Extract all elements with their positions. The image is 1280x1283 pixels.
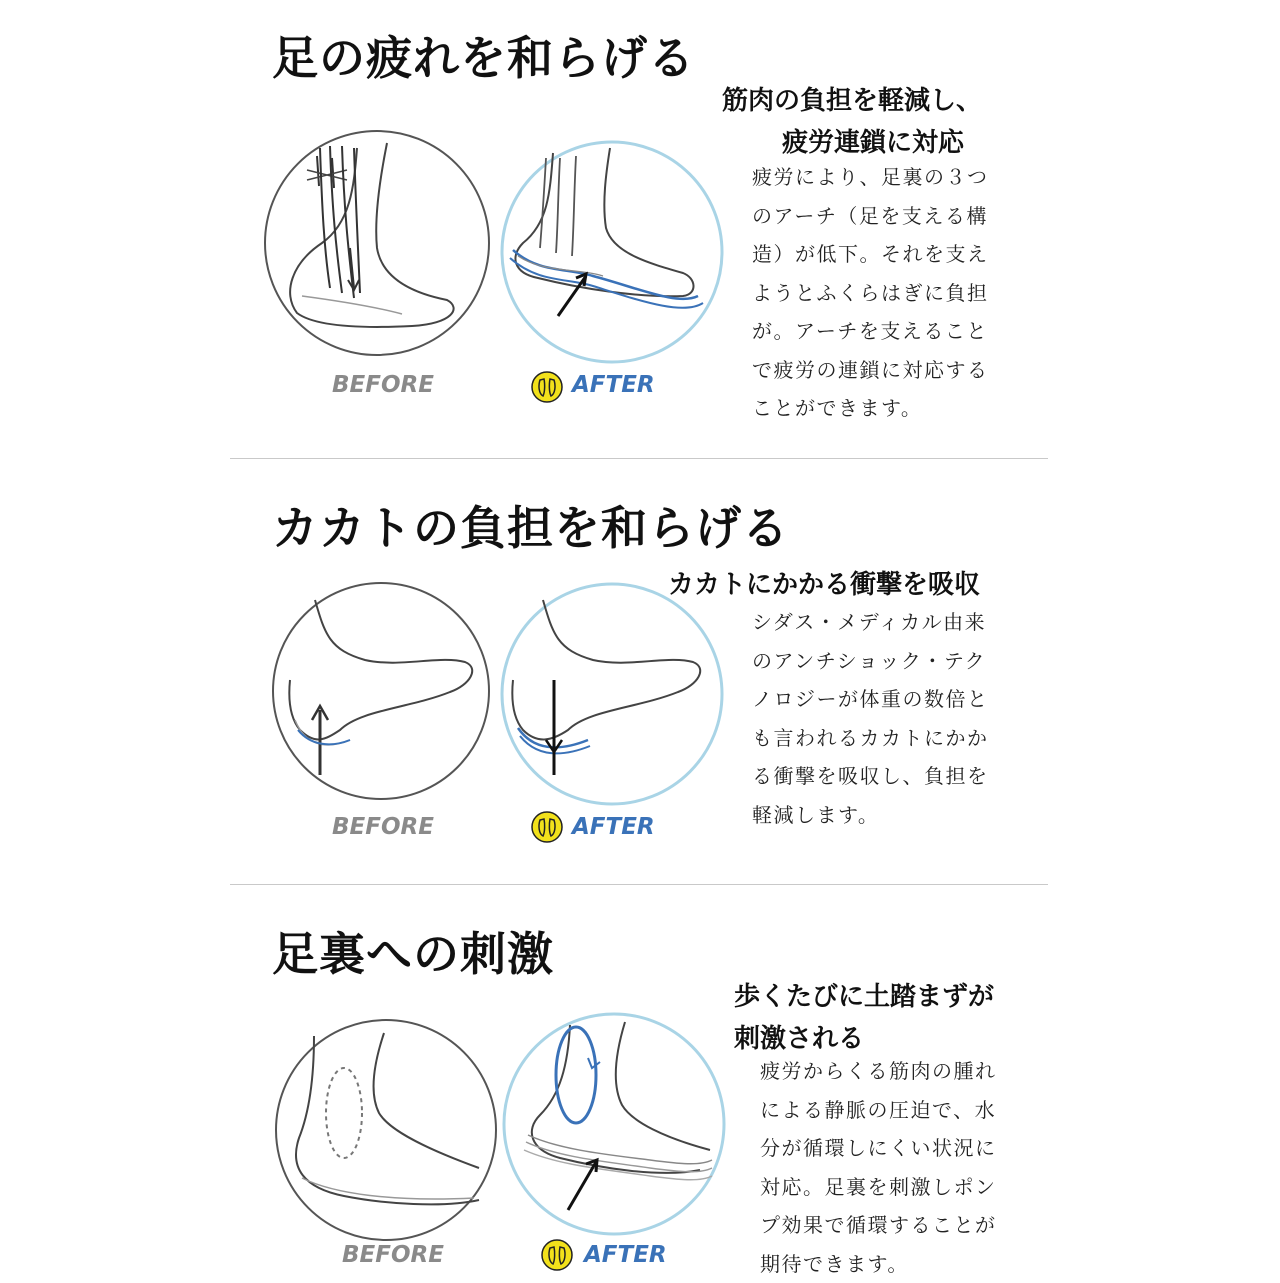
section-2-title: カカトの負担を和らげる (272, 492, 789, 558)
body-line: ことができます。 (752, 389, 989, 428)
section-3-body (760, 1052, 997, 1283)
body-line: が。アーチを支えること (752, 312, 989, 351)
after-sole-illustration (500, 1010, 728, 1238)
before-heel-illustration (270, 580, 492, 802)
section-1-subtitle-line-1: 筋肉の負担を軽減し、 (722, 80, 982, 117)
body-line: 軽減します。 (752, 796, 989, 835)
before-label: BEFORE (332, 372, 434, 398)
before-label: BEFORE (332, 814, 434, 840)
before-sole-illustration (274, 1018, 498, 1242)
section-1-subtitle-line-2: 疲労連鎖に対応 (782, 122, 964, 159)
section-divider (230, 458, 1048, 459)
body-line: ようとふくらはぎに負担 (752, 274, 989, 313)
section-1-body (752, 158, 989, 428)
before-arch-illustration (262, 128, 492, 358)
before-label: BEFORE (342, 1242, 444, 1268)
after-label: AFTER (572, 814, 655, 840)
body-line: プ効果で循環することが (760, 1206, 997, 1245)
body-line: 疲労により、足裏の３つ (752, 158, 989, 197)
body-line: 分が循環しにくい状況に (760, 1129, 997, 1168)
body-line: ノロジーが体重の数倍と (752, 680, 989, 719)
insole-badge-icon (530, 810, 564, 844)
body-line: も言われるカカトにかか (752, 719, 989, 758)
body-line: のアンチショック・テク (752, 642, 989, 681)
insole-badge-icon (540, 1238, 574, 1272)
section-3-subtitle-line-1: 歩くたびに土踏まずが (734, 976, 994, 1013)
body-line: で疲労の連鎖に対応する (752, 351, 989, 390)
after-arch-illustration (498, 138, 726, 366)
after-label: AFTER (584, 1242, 667, 1268)
section-divider (230, 884, 1048, 885)
body-line: のアーチ（足を支える構 (752, 197, 989, 236)
body-line: シダス・メディカル由来 (752, 603, 989, 642)
insole-badge-icon (530, 370, 564, 404)
after-label: AFTER (572, 372, 655, 398)
body-line: 対応。足裏を刺激しポン (760, 1168, 997, 1207)
body-line: 疲労からくる筋肉の腫れ (760, 1052, 997, 1091)
body-line: 期待できます。 (760, 1245, 997, 1283)
section-1-title: 足の疲れを和らげる (272, 22, 695, 88)
body-line: る衝撃を吸収し、負担を (752, 757, 989, 796)
section-2-body (752, 603, 989, 834)
section-2-subtitle-line-1: カカトにかかる衝撃を吸収 (668, 564, 980, 601)
body-line: 造）が低下。それを支え (752, 235, 989, 274)
after-heel-illustration (498, 580, 726, 808)
section-3-title: 足裏への刺激 (272, 918, 554, 984)
body-line: による静脈の圧迫で、水 (760, 1091, 997, 1130)
section-3-subtitle-line-2: 刺激される (734, 1018, 864, 1055)
